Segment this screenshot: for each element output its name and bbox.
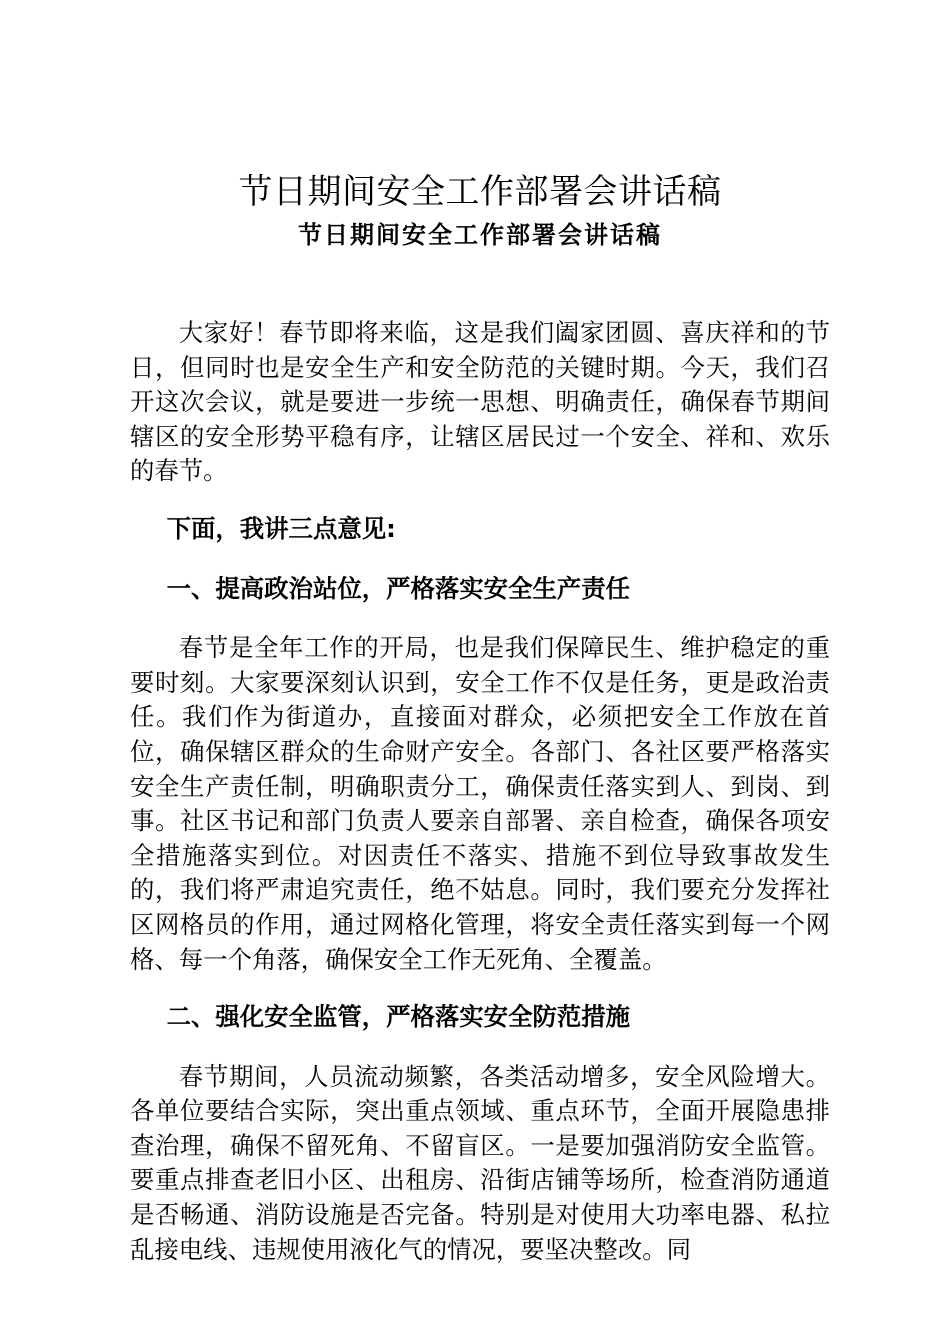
paragraph-section-two: 春节期间，人员流动频繁，各类活动增多，安全风险增大。各单位要结合实际，突出重点领域、重点环节，全面开展隐患排查治理，确保不留死角、不留盲区。一是要加强消防安全监管。要重点排查老旧小区、出租房、沿街店铺等场所，检查消防通道是否畅通、消防设施是否完备。特别是对使用大功率电器、私拉乱接电线、违规使用液化气的情况，要坚决整改。同 — [130, 1061, 830, 1264]
document-subtitle: 节日期间安全工作部署会讲话稿 — [298, 220, 662, 249]
document-title: 节日期间安全工作部署会讲话稿 — [238, 172, 722, 212]
paragraph-greeting: 大家好！春节即将来临，这是我们阖家团圆、喜庆祥和的节日，但同时也是安全生产和安全防范的关键时期。今天，我们召开这次会议，就是要进一步统一思想、明确责任，确保春节期间辖区的安全形势平稳有序，让辖区居民过一个安全、祥和、欢乐的春节。 — [130, 318, 830, 486]
heading-section-two: 二、强化安全监管，严格落实安全防范措施 — [166, 1002, 631, 1032]
paragraph-section-one: 春节是全年工作的开局，也是我们保障民生、维护稳定的重要时刻。大家要深刻认识到，安全工作不仅是任务，更是政治责任。我们作为街道办，直接面对群众，必须把安全工作放在首位，确保辖区群众的生命财产安全。各部门、各社区要严格落实安全生产责任制，明确职责分工，确保责任落实到人、到岗、到事。社区书记和部门负责人要亲自部署、亲自检查，确保各项安全措施落实到位。对因责任不落实、措施不到位导致事故发生的，我们将严肃追究责任，绝不姑息。同时，我们要充分发挥社区网格员的作用，通过网格化管理，将安全责任落实到每一个网格、每一个角落，确保安全工作无死角、全覆盖。 — [130, 633, 830, 974]
document-page — [130, 0, 830, 1344]
document-body — [130, 316, 830, 1290]
heading-section-one: 一、提高政治站位，严格落实安全生产责任 — [166, 573, 631, 603]
heading-three-points: 下面，我讲三点意见: — [166, 513, 396, 543]
